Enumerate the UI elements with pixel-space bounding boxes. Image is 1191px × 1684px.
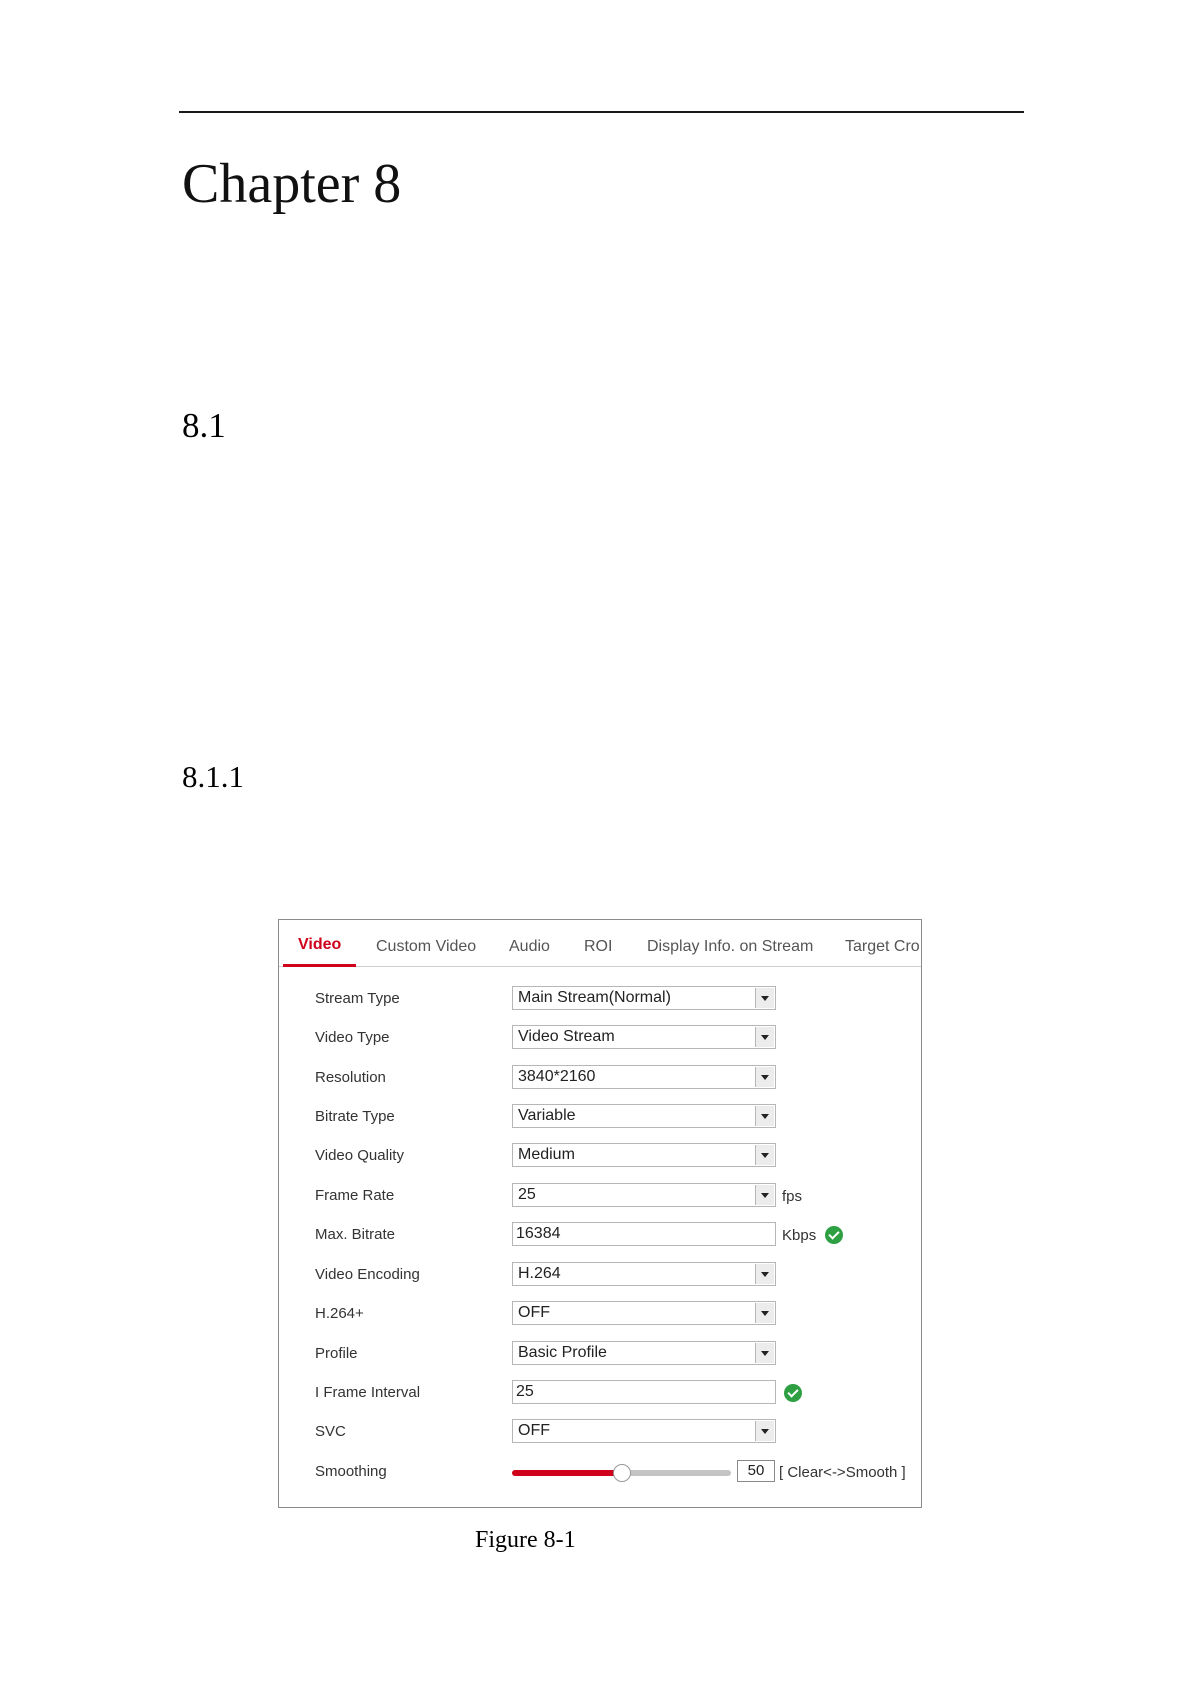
row-frame-rate <box>279 1182 921 1210</box>
svc-label: SVC <box>315 1423 346 1440</box>
video-quality-value: Medium <box>518 1146 575 1163</box>
profile-label: Profile <box>315 1345 358 1362</box>
h264-plus-value: OFF <box>518 1304 550 1321</box>
video-type-label: Video Type <box>315 1029 390 1046</box>
tab-target-cropping[interactable]: Target Cro <box>845 938 920 955</box>
check-circle-icon <box>784 1384 802 1402</box>
subsection-number: 8.1.1 <box>182 759 244 794</box>
stream-type-value: Main Stream(Normal) <box>518 989 671 1006</box>
max-bitrate-input[interactable] <box>512 1222 776 1246</box>
row-h264-plus <box>279 1300 921 1328</box>
chevron-down-icon[interactable] <box>755 1421 774 1441</box>
row-stream-type <box>279 985 921 1013</box>
profile-value: Basic Profile <box>518 1344 607 1361</box>
section-number: 8.1 <box>182 406 226 445</box>
smoothing-slider[interactable] <box>512 1470 731 1476</box>
frame-rate-value: 25 <box>518 1186 536 1203</box>
svc-value: OFF <box>518 1422 550 1439</box>
stream-type-label: Stream Type <box>315 990 400 1007</box>
bitrate-type-select[interactable] <box>512 1104 776 1128</box>
tab-video[interactable]: Video <box>283 920 356 967</box>
profile-select[interactable] <box>512 1341 776 1365</box>
resolution-select[interactable] <box>512 1065 776 1089</box>
row-video-quality <box>279 1142 921 1170</box>
stream-type-select[interactable] <box>512 986 776 1010</box>
bitrate-type-label: Bitrate Type <box>315 1108 395 1125</box>
svc-select[interactable] <box>512 1419 776 1443</box>
chevron-down-icon[interactable] <box>755 1027 774 1047</box>
max-bitrate-value: 16384 <box>516 1225 561 1242</box>
tab-custom-video[interactable]: Custom Video <box>376 938 477 955</box>
frame-rate-select[interactable] <box>512 1183 776 1207</box>
frame-rate-unit: fps <box>782 1188 803 1205</box>
row-video-encoding <box>279 1261 921 1289</box>
row-resolution <box>279 1064 921 1092</box>
resolution-label: Resolution <box>315 1069 386 1086</box>
max-bitrate-label: Max. Bitrate <box>315 1226 396 1243</box>
video-quality-label: Video Quality <box>315 1147 404 1164</box>
tab-roi[interactable]: ROI <box>584 938 613 955</box>
i-frame-interval-label: I Frame Interval <box>315 1384 421 1401</box>
row-profile <box>279 1340 921 1368</box>
bitrate-type-value: Variable <box>518 1107 576 1124</box>
row-smoothing <box>279 1458 921 1486</box>
tab-bar <box>279 920 921 967</box>
smoothing-slider-handle[interactable] <box>613 1464 631 1482</box>
tab-audio[interactable]: Audio <box>509 938 550 955</box>
chevron-down-icon[interactable] <box>755 1185 774 1205</box>
chevron-down-icon[interactable] <box>755 1106 774 1126</box>
smoothing-slider-fill <box>512 1470 622 1476</box>
row-bitrate-type <box>279 1103 921 1131</box>
video-quality-select[interactable] <box>512 1143 776 1167</box>
chevron-down-icon[interactable] <box>755 1343 774 1363</box>
h264-plus-label: H.264+ <box>315 1305 364 1322</box>
smoothing-label: Smoothing <box>315 1463 387 1480</box>
i-frame-interval-value: 25 <box>516 1383 534 1400</box>
chevron-down-icon[interactable] <box>755 1264 774 1284</box>
video-encoding-label: Video Encoding <box>315 1266 420 1283</box>
figure-caption: Figure 8-1 <box>475 1527 576 1553</box>
smoothing-value-input[interactable]: 50 <box>737 1460 775 1482</box>
chevron-down-icon[interactable] <box>755 1067 774 1087</box>
chevron-down-icon[interactable] <box>755 988 774 1008</box>
resolution-value: 3840*2160 <box>518 1068 596 1085</box>
tab-display-info-on-stream[interactable]: Display Info. on Stream <box>647 938 814 955</box>
i-frame-interval-input[interactable] <box>512 1380 776 1404</box>
chevron-down-icon[interactable] <box>755 1303 774 1323</box>
h264-plus-select[interactable] <box>512 1301 776 1325</box>
chapter-title: Chapter 8 <box>182 153 402 215</box>
video-settings-panel <box>278 919 922 1508</box>
row-video-type <box>279 1024 921 1052</box>
row-i-frame-interval <box>279 1379 921 1407</box>
row-max-bitrate <box>279 1221 921 1249</box>
video-type-select[interactable] <box>512 1025 776 1049</box>
video-type-value: Video Stream <box>518 1028 615 1045</box>
check-circle-icon <box>825 1226 843 1244</box>
max-bitrate-unit: Kbps <box>782 1227 817 1244</box>
frame-rate-label: Frame Rate <box>315 1187 395 1204</box>
row-svc <box>279 1418 921 1446</box>
top-rule <box>179 111 1024 113</box>
video-encoding-value: H.264 <box>518 1265 561 1282</box>
smoothing-hint: [ Clear<->Smooth ] <box>779 1464 906 1481</box>
video-encoding-select[interactable] <box>512 1262 776 1286</box>
chevron-down-icon[interactable] <box>755 1145 774 1165</box>
